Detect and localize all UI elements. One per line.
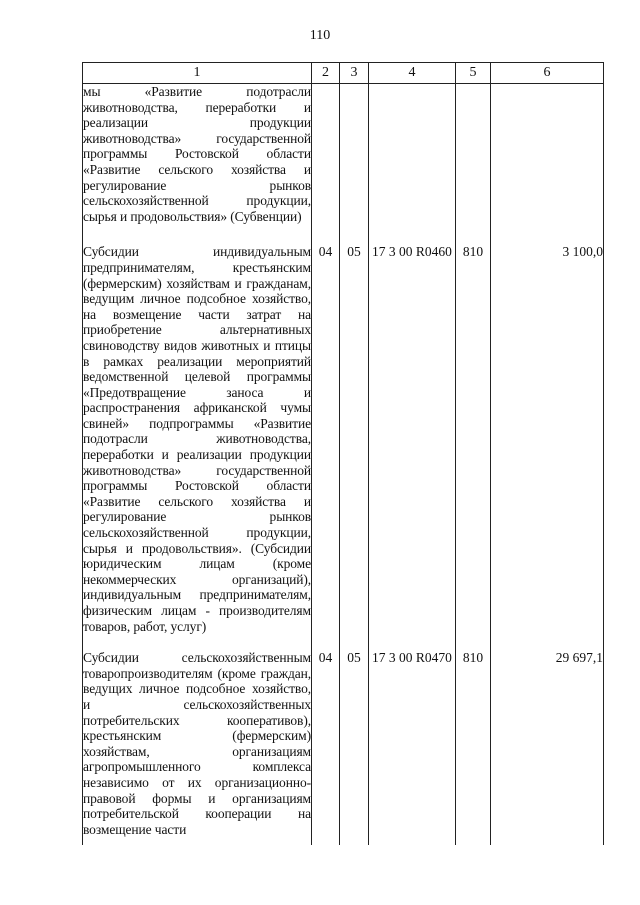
- header-col-5: 5: [456, 63, 491, 84]
- row-expense-type: 810: [456, 642, 491, 845]
- row-description: Субсидии сельскохозяйственным товаропроизводителям (кроме граждан, ведущих личное подсобное хозяйство, и сельскохозяйственных потребительских кооперативов), крестьянским (фермерским) хозяйствам, организациям агропромышленного комплекса независимо от их организационно-правовой формы и организациям потребительской кооперации на возмещение части: [83, 642, 312, 845]
- row-section: [312, 84, 340, 237]
- header-col-4: 4: [369, 63, 456, 84]
- row-target-article: 17 3 00 R0470: [369, 642, 456, 845]
- header-col-2: 2: [312, 63, 340, 84]
- header-col-1: 1: [83, 63, 312, 84]
- row-description: Субсидии индивидуальным предпринимателям, крестьянским (фермерским) хозяйствам и гражданам, ведущим личное подсобное хозяйство, на возмещение части затрат на приобретение альтернативных свиноводству видов животных и птицы в рамках реализации мероприятий ведомственной целевой программы «Предотвращение заноса и распространения африканской чумы свиней» подпрограммы «Развитие подотрасли животноводства, переработки и реализации продукции животноводства» государственной программы Ростовской области «Развитие сельского хозяйства и регулирование рынков сельскохозяйственной продукции, сырья и продовольствия». (Субсидии юридическим лицам (кроме некоммерческих организаций), индивидуальным предпринимателям, физическим лицам - производителям товаров, работ, услуг): [83, 236, 312, 642]
- page-number: 110: [309, 28, 331, 43]
- row-section: 04: [312, 642, 340, 845]
- row-subsection: 05: [340, 236, 369, 642]
- row-target-article: [369, 84, 456, 237]
- row-subsection: 05: [340, 642, 369, 845]
- header-col-3: 3: [340, 63, 369, 84]
- row-amount: 29 697,1: [491, 642, 604, 845]
- row-expense-type: [456, 84, 491, 237]
- budget-table: [82, 62, 604, 845]
- table-row: [83, 84, 604, 237]
- row-section: 04: [312, 236, 340, 642]
- row-target-article: 17 3 00 R0460: [369, 236, 456, 642]
- table-row: [83, 642, 604, 845]
- header-row: [83, 63, 604, 84]
- table-row: [83, 236, 604, 642]
- row-expense-type: 810: [456, 236, 491, 642]
- row-description: мы «Развитие подотрасли животноводства, переработки и реализации продукции животноводства» государственной программы Ростовской области «Развитие сельского хозяйства и регулирование рынков сельскохозяйственной продукции, сырья и продовольствия» (Субвенции): [83, 84, 312, 237]
- row-amount: 3 100,0: [491, 236, 604, 642]
- header-col-6: 6: [491, 63, 604, 84]
- row-subsection: [340, 84, 369, 237]
- row-amount: [491, 84, 604, 237]
